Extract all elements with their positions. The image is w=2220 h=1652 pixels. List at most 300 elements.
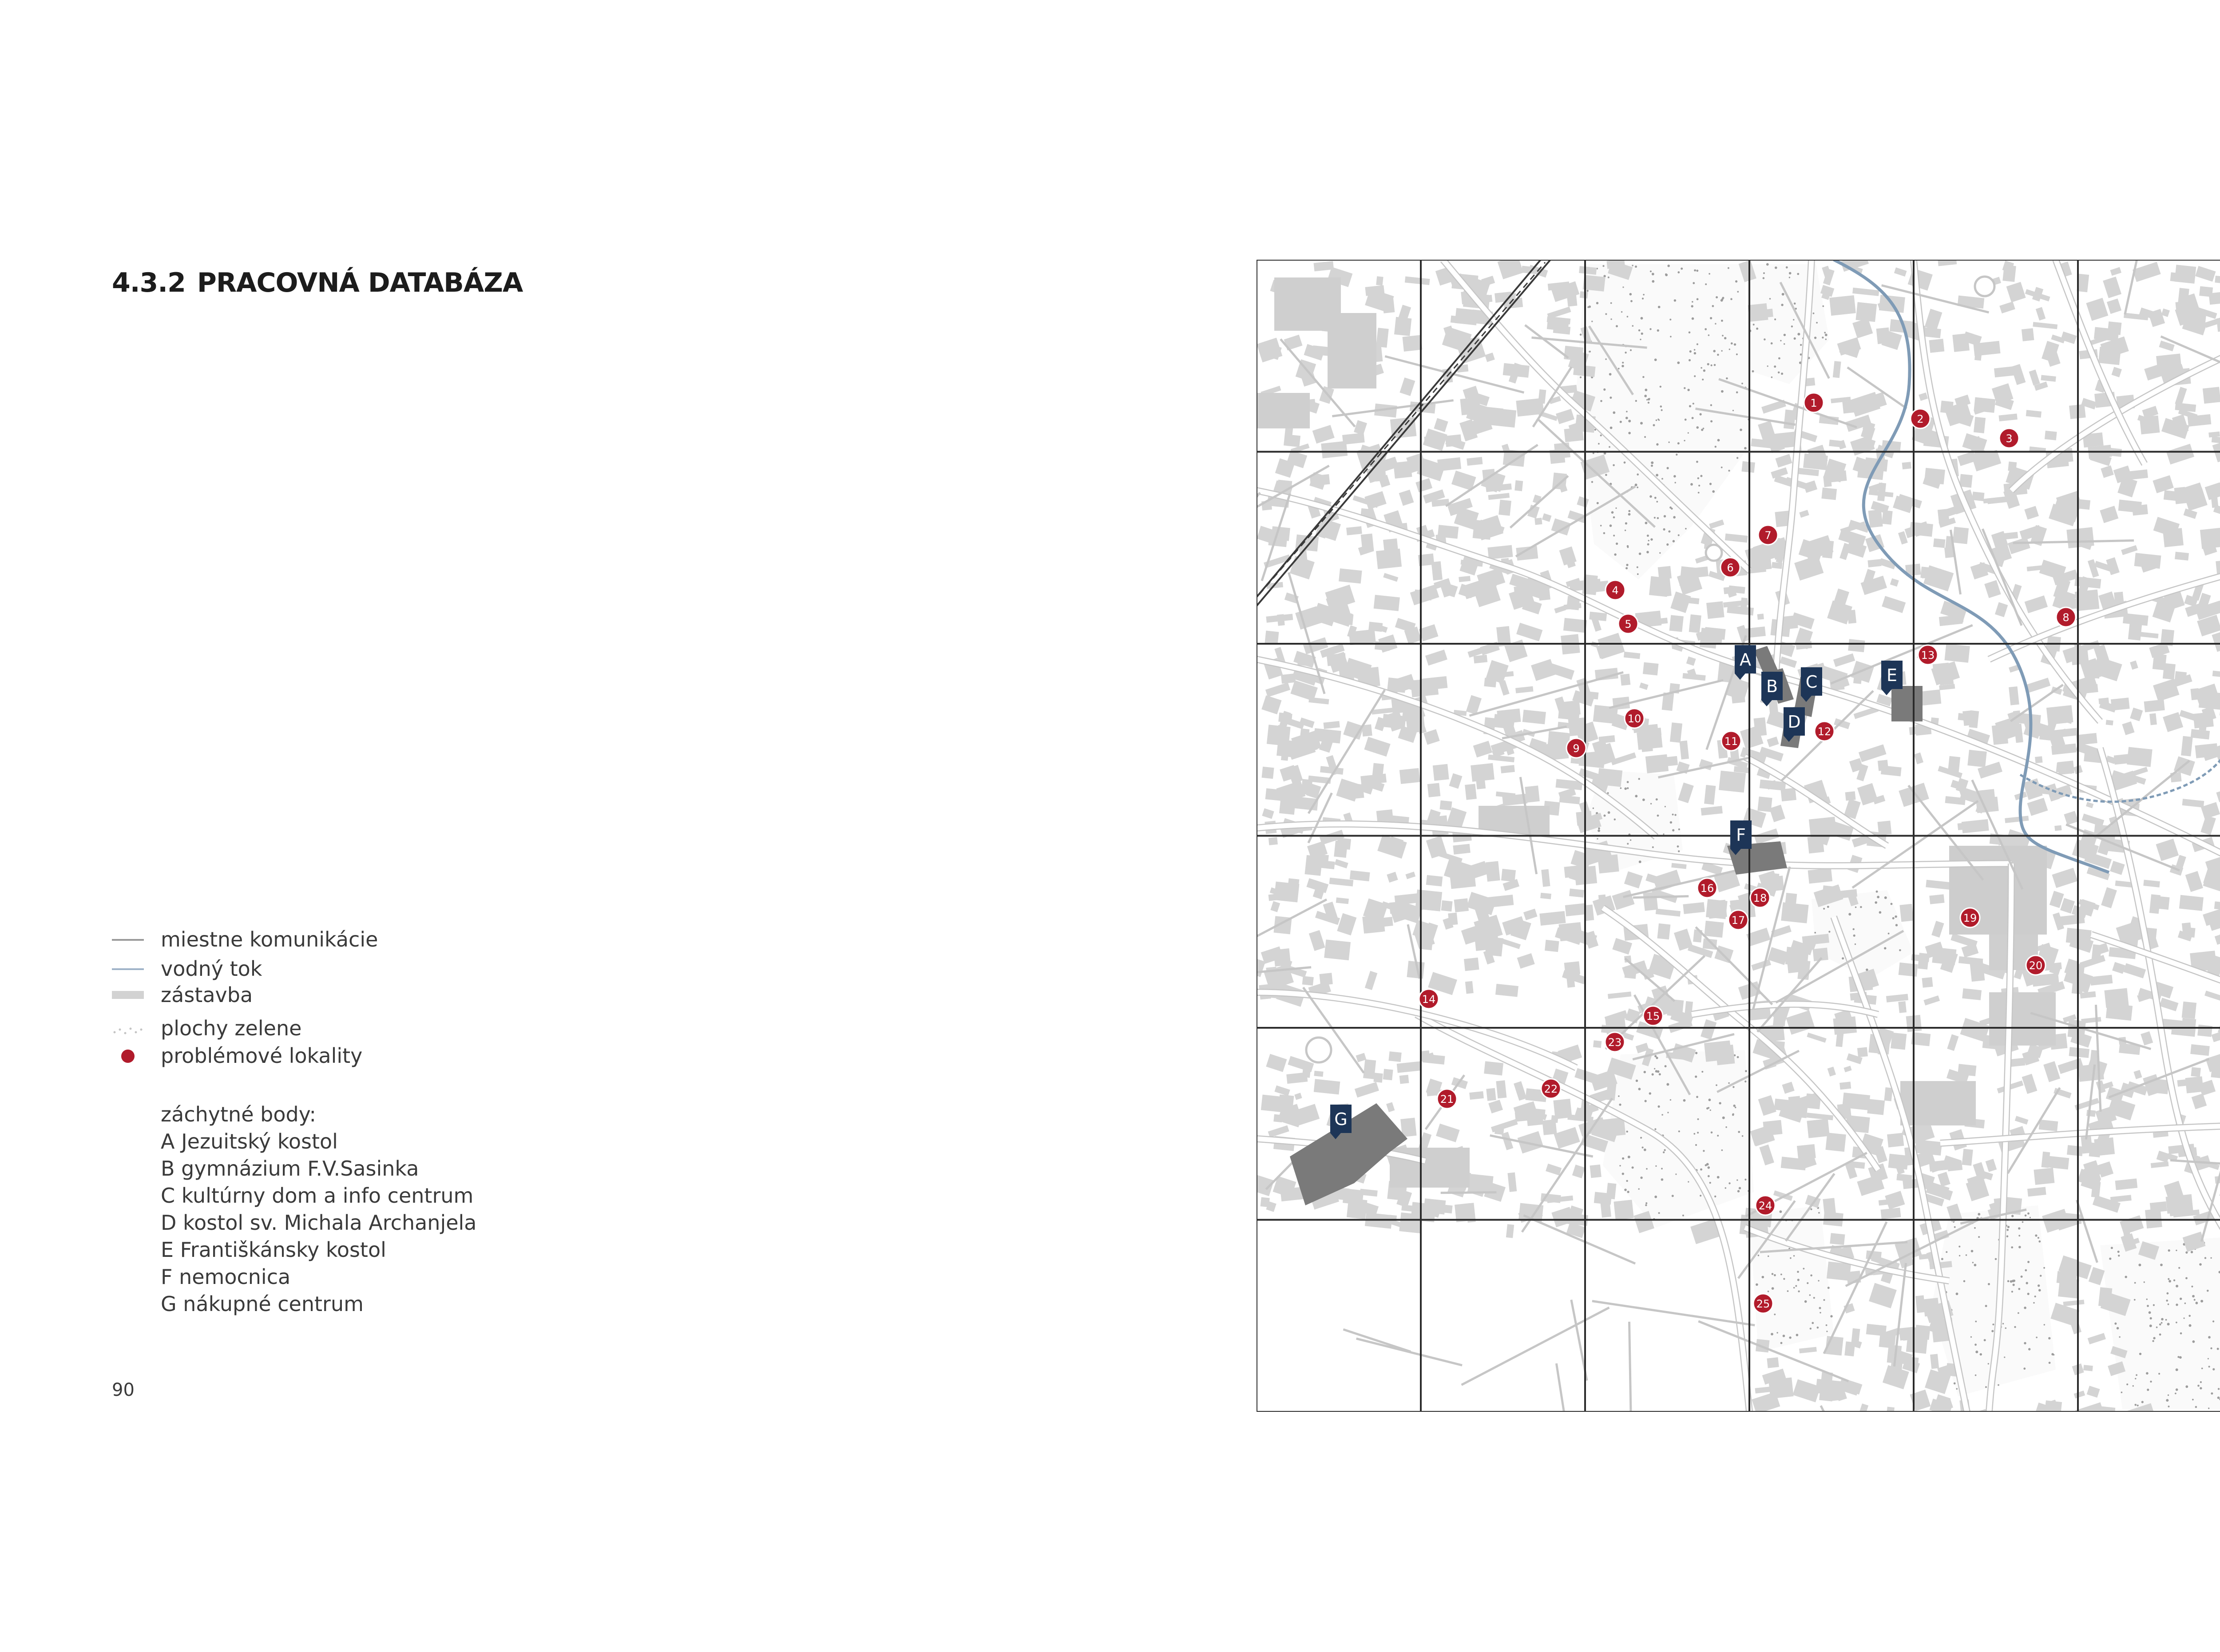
building: [1540, 893, 1551, 899]
problem-marker-label: 13: [1921, 649, 1935, 662]
building: [1269, 837, 1278, 845]
green-dot: [1895, 915, 1897, 918]
green-dot: [1591, 321, 1593, 322]
building: [1670, 591, 1691, 613]
building: [1496, 792, 1515, 798]
green-dot: [1730, 298, 1732, 300]
building: [2111, 697, 2130, 710]
problem-marker-7[interactable]: [1758, 525, 1778, 545]
green-dot: [2197, 1385, 2200, 1387]
problem-marker-21[interactable]: [1437, 1089, 1457, 1109]
building: [1822, 540, 1834, 559]
building: [1850, 392, 1881, 417]
building: [1670, 722, 1682, 743]
building: [1515, 686, 1533, 693]
green-dot: [1786, 266, 1788, 269]
green-dot: [1646, 551, 1649, 554]
green-dot: [1728, 1082, 1730, 1084]
building: [1387, 872, 1398, 883]
building: [2179, 895, 2204, 911]
green-dot: [2161, 1322, 2163, 1324]
building: [1290, 556, 1315, 579]
building: [2185, 871, 2203, 892]
problem-marker-3[interactable]: [1999, 428, 2019, 448]
local-road: [1821, 1406, 1861, 1412]
building: [1896, 1174, 1912, 1182]
green-dot: [1638, 778, 1640, 780]
green-dot: [1694, 349, 1696, 351]
building: [1522, 710, 1546, 725]
building: [2110, 267, 2122, 276]
green-dot: [1627, 843, 1629, 845]
green-dot: [1613, 516, 1615, 519]
green-dot: [1616, 325, 1618, 327]
problem-marker-5[interactable]: [1618, 614, 1638, 634]
problem-marker-label: 17: [1731, 914, 1745, 927]
problem-marker-label: 18: [1753, 892, 1767, 904]
building: [2006, 282, 2026, 302]
problem-marker-4[interactable]: [1606, 580, 1625, 600]
building: [1683, 902, 1705, 914]
building: [1821, 487, 1837, 500]
green-dot: [2168, 1280, 2171, 1283]
building: [1414, 590, 1432, 601]
building: [1643, 662, 1659, 676]
green-dot: [1963, 1280, 1966, 1283]
building: [2098, 347, 2121, 365]
green-dot: [2196, 1302, 2198, 1304]
green-dot: [1630, 349, 1632, 351]
green-dot: [1640, 422, 1643, 424]
green-dot: [1892, 917, 1895, 919]
green-dot: [1735, 1107, 1736, 1109]
building: [2175, 265, 2196, 284]
building: [1601, 1117, 1625, 1137]
building: [2029, 369, 2040, 385]
building: [1686, 657, 1696, 666]
building: [1270, 901, 1280, 912]
building: [2144, 699, 2165, 712]
problem-marker-label: 9: [1573, 742, 1580, 755]
problem-marker-20[interactable]: [2026, 955, 2046, 975]
green-dot: [2033, 1302, 2035, 1304]
building: [2129, 469, 2148, 479]
problem-marker-label: 21: [1440, 1093, 1454, 1105]
page-number: 90: [112, 1380, 135, 1400]
building: [1580, 291, 1588, 298]
green-dot: [1814, 932, 1816, 934]
green-dot: [2167, 1323, 2170, 1326]
problem-marker-8[interactable]: [2056, 607, 2076, 627]
green-dot: [1991, 1330, 1994, 1332]
green-dot: [2038, 1289, 2041, 1291]
green-dot: [1685, 528, 1687, 530]
green-dot: [1619, 1104, 1621, 1106]
building: [1514, 1081, 1526, 1101]
building-bar-icon: [112, 981, 147, 1008]
green-dot: [1656, 474, 1658, 476]
building: [2182, 1002, 2196, 1019]
building: [1923, 995, 1940, 1006]
green-dot: [1853, 928, 1855, 930]
building: [1938, 1172, 1950, 1187]
problem-marker-label: 5: [1625, 618, 1632, 630]
building: [1867, 559, 1881, 567]
green-dot: [2141, 1401, 2144, 1403]
green-dot: [1678, 535, 1680, 536]
green-dot: [1793, 319, 1794, 321]
building: [2182, 799, 2204, 808]
city-map[interactable]: [1257, 260, 2220, 1412]
green-dot: [1641, 333, 1643, 335]
problem-marker-18[interactable]: [1750, 888, 1770, 907]
building: [1565, 903, 1587, 916]
problem-marker-13[interactable]: [1918, 645, 1938, 665]
green-dot: [1593, 808, 1594, 809]
building: [1501, 939, 1521, 949]
green-dot: [2158, 1373, 2160, 1375]
building: [1708, 900, 1727, 919]
green-dot: [1716, 1084, 1717, 1086]
green-dot: [1684, 440, 1685, 441]
green-dot: [1602, 265, 1604, 267]
green-dot: [1767, 365, 1768, 367]
green-dot: [1710, 420, 1713, 423]
green-dot: [2207, 1290, 2209, 1292]
anchor-point-item: B gymnázium F.V.Sasinka: [161, 1157, 419, 1181]
green-dot: [1877, 896, 1879, 899]
green-dot: [1791, 325, 1793, 327]
building: [1957, 451, 1976, 466]
green-dot: [1797, 1271, 1799, 1273]
building: [1608, 991, 1631, 998]
anchor-point-item: C kultúrny dom a info centrum: [161, 1184, 474, 1208]
building: [1613, 1200, 1633, 1220]
green-dot: [1692, 301, 1693, 303]
problem-marker-label: 16: [1700, 882, 1714, 895]
green-dot: [2018, 1312, 2019, 1314]
green-dot: [1696, 426, 1699, 429]
building: [1732, 695, 1745, 703]
green-dot: [2152, 1340, 2154, 1342]
building: [1346, 526, 1362, 535]
building: [1803, 453, 1828, 470]
problem-marker-6[interactable]: [1720, 558, 1740, 577]
green-dot: [1625, 352, 1626, 353]
green-dot: [2185, 1277, 2188, 1280]
green-dot: [1708, 1166, 1710, 1169]
green-dot: [1736, 1179, 1738, 1181]
building: [1839, 1082, 1851, 1089]
green-dot: [1824, 332, 1826, 333]
green-dot: [2007, 1226, 2010, 1228]
building: [2175, 671, 2187, 683]
building: [2088, 1333, 2106, 1344]
building: [1267, 725, 1291, 746]
green-dot: [1613, 412, 1615, 414]
green-dot: [1732, 1113, 1734, 1115]
green-dot: [2117, 1327, 2119, 1330]
green-dot: [1696, 269, 1698, 272]
building: [1309, 930, 1325, 951]
problem-marker-16[interactable]: [1697, 878, 1717, 898]
problem-marker-23[interactable]: [1605, 1032, 1625, 1052]
green-dot: [1635, 400, 1637, 402]
green-dot: [1724, 337, 1726, 339]
green-dot: [1638, 1188, 1640, 1189]
legend-item-buildings: [112, 981, 556, 1008]
problem-marker-9[interactable]: [1566, 738, 1586, 758]
green-dot: [1610, 302, 1612, 304]
green-dot: [1654, 1068, 1655, 1070]
green-dot: [2177, 1356, 2179, 1358]
green-dot: [1652, 1073, 1654, 1075]
green-dot: [2044, 1324, 2045, 1325]
green-dot: [1692, 317, 1694, 320]
green-dot: [1975, 1321, 1977, 1323]
green-dot: [2208, 1366, 2210, 1367]
building: [1804, 480, 1817, 493]
green-dot: [1714, 1196, 1716, 1197]
legend-label: miestne komunikácie: [161, 927, 378, 951]
green-dot: [1752, 370, 1754, 372]
building: [2190, 1044, 2210, 1056]
problem-marker-label: 11: [1724, 735, 1738, 748]
green-dot: [1627, 787, 1629, 789]
green-dot: [1708, 1175, 1710, 1177]
green-dot: [1597, 502, 1599, 504]
green-dot: [1992, 1323, 1994, 1325]
building: [2087, 1386, 2100, 1398]
legend-label: problémové lokality: [161, 1044, 363, 1068]
green-dot: [1709, 483, 1712, 485]
green-dot: [1642, 1147, 1644, 1149]
building: [2014, 724, 2023, 743]
building: [1799, 1347, 1817, 1354]
problem-marker-1[interactable]: [1804, 393, 1824, 412]
anchor-point-item: G nákupné centrum: [161, 1292, 364, 1316]
building: [1324, 721, 1340, 729]
green-dot: [1783, 1278, 1785, 1280]
problem-marker-25[interactable]: [1753, 1294, 1773, 1313]
problem-marker-15[interactable]: [1643, 1006, 1663, 1026]
building: [1754, 717, 1767, 737]
green-dot: [2028, 1348, 2030, 1350]
local-road: [1592, 1301, 1755, 1326]
green-dot: [1711, 364, 1713, 366]
building: [1559, 795, 1580, 804]
building: [2026, 410, 2042, 417]
building: [1287, 435, 1300, 447]
green-dot: [1956, 1292, 1958, 1295]
green-dot: [1764, 338, 1766, 341]
building: [1752, 1392, 1780, 1412]
building: [1454, 898, 1469, 912]
green-dot: [1728, 1182, 1730, 1184]
green-dot: [2192, 1399, 2194, 1401]
building: [1933, 663, 1950, 674]
green-dot: [1710, 317, 1712, 319]
green-dot: [1771, 342, 1773, 345]
green-dot: [1630, 840, 1631, 841]
map-canvas[interactable]: [1257, 260, 2220, 1412]
green-dot: [1654, 1055, 1657, 1058]
green-dot: [1701, 1071, 1703, 1073]
building: [1268, 1125, 1289, 1138]
green-dot: [1988, 1283, 1990, 1285]
green-dot: [1768, 1256, 1769, 1257]
green-dot: [1717, 1135, 1719, 1137]
building: [1914, 753, 1923, 765]
anchor-marker-A[interactable]: [1735, 645, 1756, 680]
green-dot: [1721, 1149, 1723, 1151]
green-dot: [1646, 1168, 1648, 1170]
problem-marker-label: 6: [1727, 562, 1734, 574]
green-dot: [1891, 903, 1893, 905]
green-dot: [1972, 1262, 1974, 1263]
green-dot: [1645, 1202, 1647, 1204]
green-dot: [2153, 1337, 2155, 1339]
problem-marker-label: 25: [1756, 1298, 1770, 1310]
building: [1525, 785, 1540, 803]
building: [2191, 729, 2210, 740]
green-dot: [2200, 1300, 2203, 1303]
problem-marker-14[interactable]: [1419, 989, 1439, 1009]
green-dot: [2018, 1246, 2021, 1248]
building: [2192, 1093, 2207, 1109]
green-dot: [1626, 1180, 1628, 1182]
building: [2149, 713, 2157, 725]
green-dot: [2176, 1250, 2177, 1251]
problem-marker-11[interactable]: [1721, 731, 1741, 751]
problem-marker-12[interactable]: [1815, 721, 1834, 741]
building: [1423, 428, 1447, 451]
problem-marker-24[interactable]: [1756, 1196, 1775, 1215]
green-dot: [2167, 1292, 2169, 1295]
building: [1433, 764, 1449, 781]
green-dot: [1656, 501, 1658, 503]
building: [2215, 930, 2220, 945]
green-dot: [1591, 481, 1593, 483]
green-dot: [1793, 1255, 1795, 1256]
green-dot: [1656, 443, 1658, 445]
building: [1374, 595, 1400, 611]
green-dot: [1895, 924, 1898, 926]
green-dot: [1778, 357, 1780, 360]
green-dot: [1790, 1257, 1792, 1259]
problem-marker-2[interactable]: [1911, 409, 1930, 428]
green-dot: [2180, 1332, 2182, 1335]
green-dot: [2018, 1227, 2020, 1229]
green-dot: [1693, 403, 1694, 404]
building: [2043, 1061, 2060, 1082]
green-dot: [1946, 1251, 1947, 1253]
building: [2063, 1299, 2085, 1306]
green-dot: [2147, 1305, 2149, 1307]
building: [1281, 673, 1296, 684]
green-dot: [1651, 461, 1653, 464]
local-road: [1441, 1192, 1497, 1193]
building: [1882, 596, 1906, 613]
green-dot: [1797, 333, 1800, 336]
green-dot: [1744, 447, 1747, 450]
building: [2112, 962, 2125, 974]
green-dot: [2117, 1251, 2120, 1253]
building: [2175, 403, 2196, 412]
building: [2153, 654, 2167, 670]
building: [1774, 1099, 1795, 1112]
green-dot: [1677, 845, 1679, 848]
building: [1926, 880, 1952, 890]
problem-marker-22[interactable]: [1541, 1079, 1561, 1098]
green-dot: [1696, 461, 1698, 463]
green-dot: [1672, 1195, 1674, 1197]
building: [2140, 416, 2160, 435]
green-dot: [1616, 543, 1618, 545]
green-dot: [1589, 305, 1591, 308]
green-dot: [1628, 420, 1631, 422]
green-dot: [1598, 443, 1600, 445]
problem-marker-17[interactable]: [1728, 910, 1748, 930]
green-dot: [1700, 1195, 1701, 1196]
building: [1784, 893, 1797, 913]
building: [1876, 327, 1891, 344]
building: [1556, 409, 1574, 424]
green-dot: [1613, 464, 1615, 467]
building: [2163, 528, 2184, 547]
building: [1606, 1183, 1616, 1199]
building: [1767, 1357, 1779, 1368]
green-dot: [1822, 305, 1824, 307]
building: [1820, 822, 1830, 831]
green-dot: [2188, 1315, 2191, 1317]
problem-marker-10[interactable]: [1625, 709, 1644, 728]
building: [1484, 1061, 1503, 1075]
building: [2123, 963, 2146, 979]
building: [1868, 509, 1883, 527]
green-dot: [2176, 1388, 2178, 1391]
green-dot: [1627, 781, 1629, 783]
anchor-points-list: [161, 1101, 477, 1318]
building: [2022, 1074, 2038, 1094]
green-dot: [1974, 1343, 1977, 1346]
green-dot: [2027, 1293, 2030, 1295]
building: [1506, 1224, 1514, 1238]
green-dot: [1673, 475, 1676, 478]
green-dot: [1725, 1126, 1727, 1128]
building: [1842, 1093, 1870, 1110]
problem-marker-19[interactable]: [1960, 908, 1980, 927]
green-dot: [1721, 390, 1724, 393]
green-dot: [1737, 291, 1739, 293]
building: [2216, 559, 2220, 574]
building: [1501, 869, 1516, 882]
building: [1890, 578, 1899, 587]
legend-item-green: [112, 1014, 556, 1041]
green-area: [1749, 264, 1829, 384]
green-dot: [1649, 328, 1651, 330]
building: [2110, 861, 2125, 875]
building: [1564, 700, 1581, 716]
green-dot: [1652, 846, 1654, 848]
building: [2015, 1116, 2029, 1125]
green-dots-icon: [112, 1014, 147, 1041]
green-dot: [2024, 1342, 2026, 1344]
green-dot: [2180, 1298, 2182, 1300]
green-dot: [1657, 419, 1659, 420]
green-dot: [1980, 1353, 1982, 1355]
green-dot: [1855, 943, 1856, 945]
